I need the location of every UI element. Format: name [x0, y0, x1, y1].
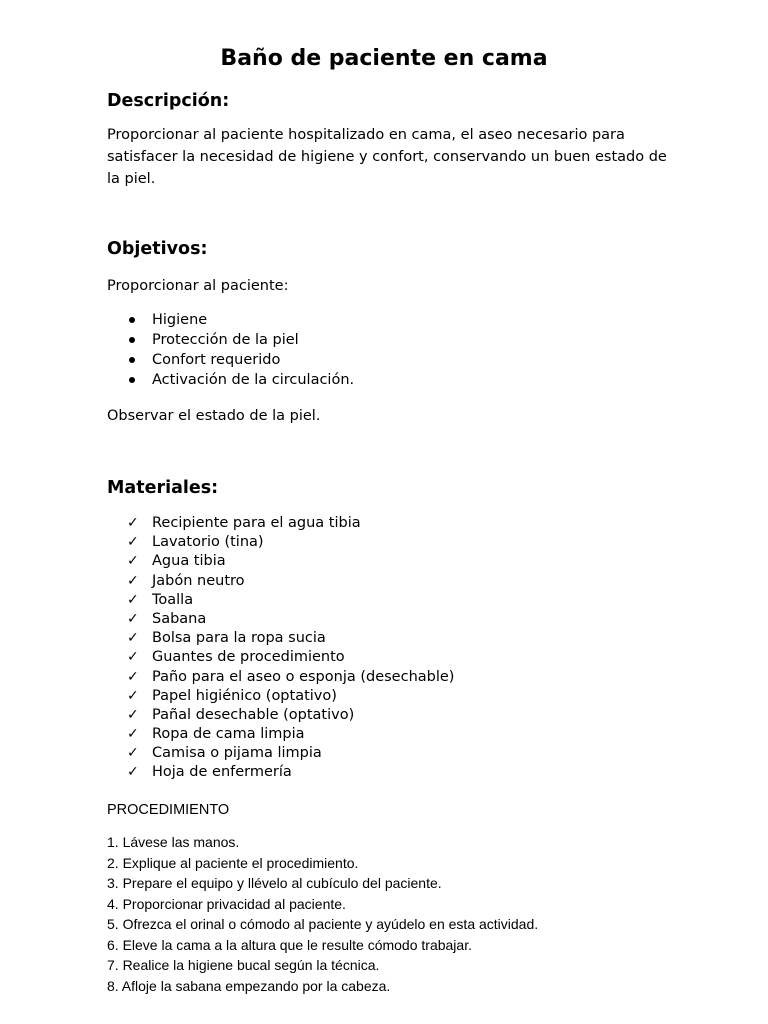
- material-label: Bolsa para la ropa sucia: [152, 630, 326, 647]
- checkmark-icon: ✓: [127, 591, 139, 608]
- objetivo-label: Confort requerido: [152, 352, 281, 368]
- objetivo-label: Higiene: [152, 312, 208, 328]
- checkmark-icon: ✓: [127, 687, 139, 704]
- material-item: [107, 591, 454, 610]
- material-item: [107, 744, 454, 763]
- material-item: [107, 610, 454, 629]
- material-label: Camisa o pijama limpia: [152, 745, 322, 762]
- objetivos-intro: Proporcionar al paciente:: [107, 278, 289, 294]
- objetivo-item: [107, 350, 354, 370]
- checkmark-icon: ✓: [127, 534, 139, 551]
- procedimiento-step: 5. Ofrezca el orinal o cómodo al paciente y ayúdelo en esta actividad.: [107, 916, 539, 932]
- bullet-icon: [129, 317, 135, 323]
- procedimiento-heading: PROCEDIMIENTO: [107, 802, 230, 818]
- procedimiento-step: 6. Eleve la cama a la altura que le resulte cómodo trabajar.: [107, 936, 472, 953]
- material-item: [107, 668, 454, 687]
- checkmark-icon: ✓: [127, 649, 139, 666]
- descripcion-text: Proporcionar al paciente hospitalizado en cama, el aseo necesario para satisfacer la necesidad de higiene y confort, conservando un buen estado de la piel.: [107, 127, 667, 187]
- materiales-heading: Materiales:: [107, 478, 219, 498]
- material-item: [107, 763, 454, 782]
- objetivo-label: Activación de la circulación.: [152, 372, 355, 388]
- checkmark-icon: ✓: [127, 630, 139, 647]
- checkmark-icon: ✓: [127, 553, 139, 570]
- material-label: Hoja de enfermería: [152, 764, 292, 781]
- checkmark-icon: ✓: [127, 515, 139, 531]
- checkmark-icon: ✓: [127, 726, 139, 743]
- material-label: Papel higiénico (optativo): [152, 687, 337, 704]
- procedimiento-step: 7. Realice la higiene bucal según la técnica.: [107, 957, 380, 973]
- descripcion-heading: Descripción:: [107, 91, 230, 111]
- material-item: [107, 572, 454, 591]
- material-item: [107, 533, 454, 552]
- material-item: [107, 687, 454, 706]
- material-item: [107, 629, 454, 648]
- material-label: Ropa de cama limpia: [152, 726, 305, 743]
- document-title: Baño de paciente en cama: [220, 46, 548, 71]
- checkmark-icon: ✓: [127, 706, 139, 723]
- material-label: Pañal desechable (optativo): [152, 706, 355, 723]
- procedimiento-step: 1. Lávese las manos.: [107, 834, 240, 850]
- checkmark-icon: ✓: [127, 668, 139, 685]
- checkmark-icon: ✓: [127, 745, 139, 762]
- procedimiento-step: 2. Explique al paciente el procedimiento.: [107, 854, 359, 871]
- material-label: Agua tibia: [152, 553, 226, 570]
- objetivos-heading: Objetivos:: [107, 239, 208, 259]
- material-item: [107, 648, 454, 667]
- objetivos-outro: Observar el estado de la piel.: [107, 408, 321, 424]
- material-label: Recipiente para el agua tibia: [152, 515, 361, 531]
- material-item: [107, 725, 454, 744]
- material-item: [107, 706, 454, 725]
- checkmark-icon: ✓: [127, 572, 139, 589]
- material-item: [107, 552, 454, 571]
- material-label: Sabana: [152, 610, 207, 627]
- procedimiento-step: 8. Afloje la sabana empezando por la cabeza.: [107, 977, 391, 994]
- objetivos-list: [107, 310, 354, 390]
- checkmark-icon: ✓: [127, 610, 139, 627]
- objetivo-item: [107, 370, 354, 390]
- bullet-icon: [129, 377, 135, 383]
- procedimiento-step: 4. Proporcionar privacidad al paciente.: [107, 895, 346, 912]
- procedimiento-list: [107, 832, 538, 996]
- objetivo-item: [107, 330, 354, 350]
- material-label: Guantes de procedimiento: [152, 649, 345, 666]
- bullet-icon: [129, 357, 135, 363]
- checkmark-icon: ✓: [127, 764, 139, 781]
- material-label: Jabón neutro: [152, 572, 245, 589]
- materiales-list: [107, 514, 454, 783]
- procedimiento-step: 3. Prepare el equipo y llévelo al cubículo del paciente.: [107, 875, 442, 891]
- material-label: Lavatorio (tina): [152, 534, 264, 551]
- objetivo-label: Protección de la piel: [152, 332, 299, 348]
- material-label: Toalla: [152, 591, 194, 608]
- material-item: [107, 514, 454, 533]
- bullet-icon: [129, 337, 135, 343]
- material-label: Paño para el aseo o esponja (desechable): [152, 668, 455, 685]
- objetivo-item: [107, 310, 354, 330]
